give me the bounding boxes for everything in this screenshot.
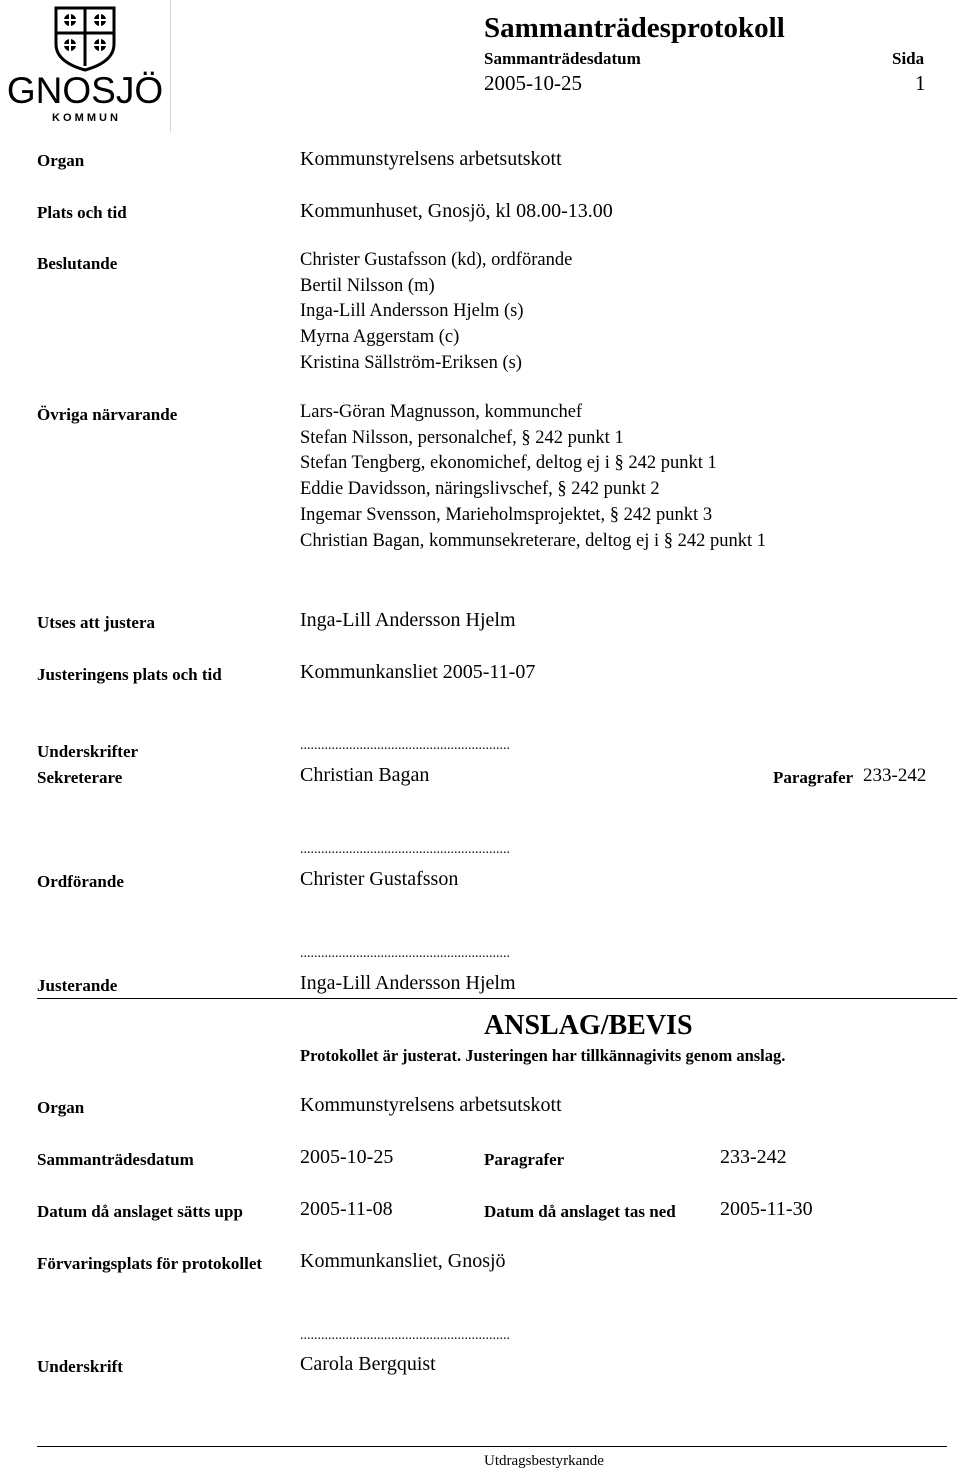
footer-label: Utdragsbestyrkande — [484, 1453, 604, 1469]
municipality-logo — [0, 0, 171, 132]
justerande-label: Justerande — [37, 976, 118, 995]
signer-name: Carola Bergquist — [300, 1353, 436, 1375]
attendee-item: Ingemar Svensson, Marieholmsprojektet, § 242 punkt 3 — [300, 504, 713, 525]
secretary-name: Christian Bagan — [300, 764, 430, 786]
page-label: Sida — [892, 49, 925, 68]
document-title: Sammanträdesprotokoll — [484, 12, 785, 44]
meeting-date-label: Sammanträdesdatum — [484, 49, 641, 68]
attendee-item: Christian Bagan, kommunsekreterare, deltog ej i § 242 punkt 1 — [300, 530, 766, 551]
svg-text:K O M M U N: K O M M U N — [52, 112, 118, 124]
posted-date-label: Datum då anslaget sätts upp — [37, 1202, 243, 1221]
removed-date-label: Datum då anslaget tas ned — [484, 1202, 676, 1221]
coat-of-arms-icon — [0, 0, 170, 132]
decider-item: Myrna Aggerstam (c) — [300, 327, 460, 348]
attendee-item: Stefan Nilsson, personalchef, § 242 punkt 1 — [300, 427, 624, 448]
chair-name: Christer Gustafsson — [300, 868, 459, 890]
adjuster-label: Utses att justera — [37, 613, 156, 632]
adjust-place-label: Justeringens plats och tid — [37, 665, 222, 684]
signature-line: ............................................................ — [300, 946, 510, 961]
signature-line: ............................................................ — [300, 1328, 510, 1343]
notice-date-value: 2005-10-25 — [300, 1146, 394, 1168]
justerande-name: Inga-Lill Andersson Hjelm — [300, 972, 516, 994]
paragraphs-value: 233-242 — [863, 765, 927, 786]
paragraphs-label: Paragrafer — [773, 768, 854, 787]
secretary-label: Sekreterare — [37, 768, 123, 787]
decider-item: Bertil Nilsson (m) — [300, 275, 435, 296]
removed-date-value: 2005-11-30 — [720, 1198, 813, 1220]
others-present-label: Övriga närvarande — [37, 405, 178, 424]
adjust-place-value: Kommunkansliet 2005-11-07 — [300, 661, 536, 683]
storage-label: Förvaringsplats för protokollet — [37, 1254, 263, 1273]
signature-label: Underskrift — [37, 1357, 123, 1376]
footer-divider — [37, 1446, 947, 1447]
posted-date-value: 2005-11-08 — [300, 1198, 393, 1220]
decider-item: Christer Gustafsson (kd), ordförande — [300, 250, 573, 270]
decider-item: Kristina Sällström-Eriksen (s) — [300, 352, 522, 373]
place-label: Plats och tid — [37, 203, 127, 222]
notice-organ-label: Organ — [37, 1098, 85, 1117]
notice-paragraphs-value: 233-242 — [720, 1146, 787, 1168]
attendee-item: Stefan Tengberg, ekonomichef, deltog ej i § 242 punkt 1 — [300, 453, 717, 474]
section-divider — [37, 998, 957, 999]
place-value: Kommunhuset, Gnosjö, kl 08.00-13.00 — [300, 200, 613, 222]
notice-title: ANSLAG/BEVIS — [484, 1010, 693, 1041]
deciders-label: Beslutande — [37, 254, 118, 273]
decider-item: Inga-Lill Andersson Hjelm (s) — [300, 301, 524, 322]
adjuster-value: Inga-Lill Andersson Hjelm — [300, 609, 516, 631]
notice-subtitle: Protokollet är justerat. Justeringen har tillkännagivits genom anslag. — [300, 1046, 786, 1065]
organ-value: Kommunstyrelsens arbetsutskott — [300, 148, 562, 170]
svg-text:GNOSJÖ: GNOSJÖ — [6, 70, 164, 111]
notice-paragraphs-label: Paragrafer — [484, 1150, 565, 1169]
attendee-item: Lars-Göran Magnusson, kommunchef — [300, 402, 583, 422]
page-number: 1 — [915, 71, 926, 95]
organ-label: Organ — [37, 151, 85, 170]
attendee-item: Eddie Davidsson, näringslivschef, § 242 punkt 2 — [300, 479, 660, 500]
signature-line: ............................................................ — [300, 738, 510, 753]
notice-organ-value: Kommunstyrelsens arbetsutskott — [300, 1094, 562, 1116]
meeting-date: 2005-10-25 — [484, 71, 582, 95]
storage-value: Kommunkansliet, Gnosjö — [300, 1250, 506, 1272]
chair-label: Ordförande — [37, 872, 124, 891]
others-present-list — [300, 400, 766, 554]
notice-date-label: Sammanträdesdatum — [37, 1150, 194, 1169]
signature-line: ............................................................ — [300, 842, 510, 857]
deciders-list — [300, 248, 572, 377]
signatures-label: Underskrifter — [37, 742, 139, 761]
